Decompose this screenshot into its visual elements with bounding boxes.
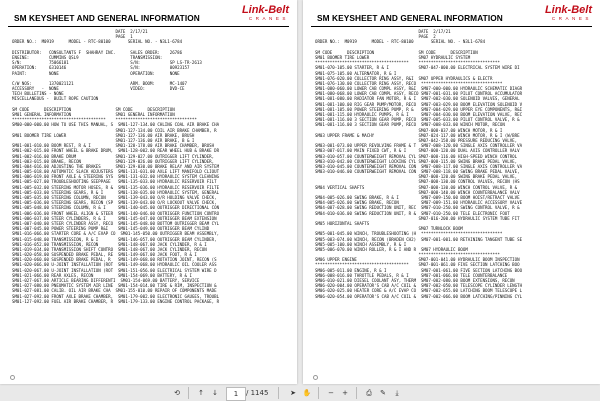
page-header [8, 4, 289, 27]
toolbar-divider [318, 387, 319, 399]
text-line: SM01 BOOMER TIRE LOWER SM01-127-136.00 AIR BRAKE, BRUSH [12, 132, 195, 138]
text-line: SM01-005-032.00 STEERING MOTOR HOSES, R & SM01-135-036.00 HYDRAULIC RESERVOIR FILTE [12, 184, 220, 190]
text-line: SM03-010-045.00 COUNTERWEIGHT REMOVAL CON SM07-008-117.00 SINGLE AXIS CONTROLLER VA [315, 163, 523, 169]
text-line: SM01-027-081.00 CALIB. OIL AIR BRAKE CHA SM01-155-010.00 REPAIR OF COMPONENTS MADE [12, 288, 217, 294]
text-line: SM03-007-017.00 MAIN FIXED CWT, R & I SM07-008-120.00 DUAL AXIS CONTROLLER VALV [315, 148, 520, 154]
text-line: SM01-081-116.00 3 SECTION GEAR PUMP, RECO SM07-005-033.00 PILOT CONTROL VALVE, R & [315, 117, 520, 123]
text-line: SM01-127-136.00 AIR BRAKE, B & I [12, 137, 195, 143]
page-number-input[interactable]: 1 [226, 387, 246, 401]
text-line: SM01-127-092.00 FUEL AIR BRAKE CHAMBER, R SM01-179-133.00 ENGINE CONTROL PACKAGE, R [12, 298, 220, 304]
text-line: SM06-005-011.00 ENGINE, R & I SM07-001-061.00 FIVE SECTION LATCHING BOO [315, 267, 523, 273]
text-line: SM CODE DESCRIPTION SM CODE DESCRIPTION [315, 49, 478, 55]
text-line: SM05-001-045.00 WINCH, TROUBLESHOOTING (H ********************************* [315, 231, 503, 237]
save-icon[interactable]: ⤓ [395, 389, 399, 397]
text-line: SM01 BOOMER TIRE LOWER SM07 HYDRAULIC SYSTEM [315, 54, 471, 60]
toolbar-divider [188, 387, 189, 399]
text-line: SM01-070-105.00 STARTER, R & I SM07-047-000.00 ELECTRICAL SYSTEM WIRE DI [315, 65, 520, 71]
text-line: SM01-006-019.00 FRONT AXLE & STEERING SYS SM01-131-032.00 HYDRAULIC SYSTEM CLEANING [12, 174, 220, 180]
text-line: SM01-127-134.00 COIL AIR BRAKE CHAMBER, R [12, 127, 217, 133]
back-icon[interactable]: ⟲ [174, 389, 180, 397]
text-line: SM03 UPPER FRAME & MACHY SM07-024-117.00 WINCH MOTOR, R & I (W/BRE [315, 132, 520, 138]
viewer-toolbar [0, 386, 600, 401]
text-line: TECH BULLETINS - NONE [12, 91, 64, 97]
text-line: SM03-010-046.00 COUNTERWEIGHT REMOVAL CON SM07-008-118.00 SWING BRAKE PEDAL VALVE, [315, 169, 520, 175]
link-belt-logo: Link-Belt CRANES [241, 4, 289, 21]
text-line: PAGE 2 [315, 34, 436, 40]
page-total: / 1145 [246, 389, 269, 397]
text-line: SM06-008-016.00 THROTTLE PEDALS, R & I SM07-001-066.00 TELE COUNTERBALANCE [315, 272, 508, 278]
text-line: PAINT: NONE OPERATION: NONE [12, 70, 180, 76]
text-line: SM01-081-116.00 3 SECTION GEAR PUMP, RECO SM07-008-033.00 WINCH MOTOR, RECON [315, 122, 505, 128]
text-line: MISCELLANEOUS - BUILT ROPE CAUTION [12, 96, 99, 102]
text-line: SM04-010-036.00 SWING REDUCTION UNIT, R & SM07-010-250.00 TELE ELECTRONIC FOOT [315, 210, 510, 216]
comment-icon[interactable]: ✎ [380, 389, 386, 397]
text-line: SM06 UPPER ENGINE SM07-001-041.00 HYDRAULIC BOOM INSPECTION [315, 257, 520, 263]
text-line: SM01-021-066.00 REAR AXLES, RECON SM01-154-069.00 BATTERY, R & I [12, 272, 192, 278]
toolbar-divider [356, 387, 357, 399]
text-line: SM01-016-066.00 STARTER CORE & A/C EVAP CO SM01-145-050.00 OUTRIGGER BEAM ASSEMBLY, [12, 231, 220, 237]
text-line: SM00-000-000.00 HOW TO USE THIS MANUAL, S SM01-127-134.00 CHLING COAL AIR BRAKE CHA [12, 122, 220, 128]
text-line: SM01-004-016.00 ADJUSTING THE BRAKES SM01-129-030.00 BRAKE RELAY AND AIR SYSTEM [12, 163, 220, 169]
text-line: SM01 GENERAL INFORMATION SM01 GENERAL INFORMATION [12, 112, 175, 117]
text-line: ACCESSORY - NONE VIDEO: DVD-CE [12, 86, 185, 92]
text-line: SM01-081-105.00 POWER STEERING PUMP, R & SM07-004-029.00 UPPER EYE COMPONENTS, R&I [315, 106, 523, 112]
document-title: SM KEYSHEET AND GENERAL INFORMATION [317, 13, 503, 23]
document-page-2 [303, 0, 600, 384]
toolbar-divider [278, 387, 279, 399]
text-line: SM01-080-068.00 LOWER CAB COMPL ASSY, RECO SM07-001-031.00 PILOT CONTROL ACCUMULATOR [315, 91, 523, 97]
text-line: PAGE 1 [12, 34, 133, 40]
text-line: SM01-005-033.00 STEERING GEARS, R & I SM01-138-035.00 HYDRAULIC SYSTEM, GENERAL [12, 189, 220, 195]
page-marker-icon [313, 375, 318, 380]
text-line: SM04 VERTICAL SHAFTS SM07-008-130.00 WINCH CONTROL VALVE, R & [315, 184, 518, 190]
print-icon[interactable]: ⎙ [366, 389, 372, 397]
text-line: OPERATION: 6310146 S/N: 00923157 [12, 65, 190, 71]
text-line: SM04-007-028.00 SWING REDUCTION UNIT, REC SM07-010-250.00 SWING CONTROL VALVE, R & [315, 205, 520, 211]
text-line: SM01-020-067.00 U-JOINT INSTALLATION (ROT SM01-151-056.00 ELECTRICAL SYSTEM WIRE D [12, 267, 217, 273]
text-line: SM01-020-060.00 SUSPENDED BRAKE PEDAL, R SM01-149-068.00 ROTATION JOINT, RECON (S [12, 257, 217, 263]
text-line: ENGINE: CUMMINS QSL9 TRANSMISSION: [12, 54, 163, 60]
text-line: ORDER NO.: M0919 MODEL - RTC-80100 SERIAL NO. - N3L1-6784 [315, 39, 486, 45]
text-line: ************************************** SM07-001-061.00 FIVE SECTION LATCHING BOO [315, 262, 520, 268]
text-line: SM01-081-100.00 RIG GEAR PUMP/MOTOR, RECO SM07-003-029.00 BOOM ELEVATION SOLENOID V [315, 101, 523, 107]
keysheet-text-block [12, 29, 291, 304]
text-line: SM01-027-092.00 FRONT AXLE BRAKE CHAMBER, SM01-179-002.00 ELECTRONIC GAUGES, TROUBL [12, 293, 220, 299]
text-line: SM01-005-018.00 AUTOMATIC SLACK ADJUSTERS SM01-131-031.00 AXLE LIFT MANIFOLD CLIOUT [12, 169, 220, 175]
hand-tool-icon[interactable]: ✋ [302, 389, 312, 397]
text-line: SM05 HORIZONTAL SHAFTS [315, 220, 370, 226]
text-line: SM03-010-042.00 COUNTERWEIGHT LOCKING CYL SM07-008-115.00 SWING BRAKE PEDAL VALVE, [315, 158, 518, 164]
text-line: ************************************** ********************************* [315, 60, 500, 66]
page-marker-icon [10, 375, 15, 380]
text-line: SM01-007-045.00 POWER STEERING PUMP R&I SM01-145-049.00 OUTRIGGER BEAM CYLIND [12, 226, 210, 232]
text-line: SM04-005-026.00 SWING BRAKE, R & I SM07-009-150.00 BOOM HOIST/RETRACT VALVE [315, 195, 520, 200]
text-line: SM01-006-037.00 STEER CYLINDERS, R & I SM01-145-047.00 OUTRIGGER BEAM EXTENSION [12, 215, 217, 221]
text-line: DATE 2/17/21 [12, 29, 148, 34]
text-line: SM05-003-074.00 WINCH, RECON (BRADEN CH2) SM07-001-001.00 RETAINING TANGENT TUBE SE [315, 236, 523, 242]
text-line: SM01-006-036.00 FRONT WHEEL ALIGN & STEER SM01-140-046.00 OUTRIGGER FUNCTION CONTRO [12, 210, 220, 216]
text-line: SM07-008-130.00 CONTROL VALVES, RECON (HS [315, 179, 520, 185]
text-line: SM05-006-070.00 WINCH ROLLER, R & I AND R SM07 HYDRAULIC BOOM [315, 246, 468, 252]
text-line: SM04-005-026.00 SWING BRAKE, RECON SM07-009-151.00 HYDRAULIC ACCESSORY VALVE [315, 200, 523, 206]
text-line: ORDER NO.: M0919 MODEL - RTC-80100 SERIAL NO. - N3L1-6784 [12, 39, 183, 45]
arrow-up-icon[interactable]: ↑ [198, 389, 204, 397]
page-header [311, 4, 592, 27]
text-line: SM01-007-040.00 STEER CYLINDER ASSY, RECO SM01-145-048.00 BOTTOM OUTRIGGER BEAM CYL [12, 220, 220, 226]
text-line: SM07-042-158.00 PRESSURE REDUCING VALVE, [315, 137, 518, 143]
text-line: DISTRIBUTOR: CONSULTANTS F SHAHRAY INC. SALES ORDER: 26786 [12, 49, 183, 55]
cursor-icon[interactable]: ➤ [290, 389, 296, 397]
text-line: SM03-001-073.00 UPPER REVOLVING FRAME & T SM07-008-120.00 SINGLE AXIS CONTROLLER VA [315, 143, 523, 149]
zoom-in-button[interactable]: + [342, 389, 348, 397]
text-line: SM01-081-080.00 RADIATOR FAN MOTOR, R & I SM07-002-030.00 SOLENOID VALVES, GENERAL [315, 96, 520, 102]
keysheet-text-block [315, 29, 594, 299]
document-title: SM KEYSHEET AND GENERAL INFORMATION [14, 13, 200, 23]
text-line: SM07-016-200.00 HYDRAULIC SYSTEM TUBE FIT [315, 215, 520, 221]
text-line: SM06-020-004.00 OPERATOR'S CAB A/C COIL & SM07-002-050.00 TELESCOPE CYLINDER LENGTH [315, 283, 523, 289]
text-line: SM01-075-105.00 ALTERNATOR, R & I [315, 70, 397, 76]
text-line: SM01-020-058.00 SUSPENDED BRAKE PEDAL, RE SM01-149-067.00 JACK FOOT, R & I [12, 252, 197, 258]
text-line: SM01-076-130.00 COLLECTOR RING ASSY, RECO ********************************* [315, 80, 503, 86]
text-line: SM01-002-016.00 BRAKE DRUM SM01-129-027.00 OUTRIGGER LIFT CYLINDER, [12, 153, 215, 159]
text-line: SM05-005-100.00 WINCH ASSEMBLY, R & I [315, 241, 407, 247]
zoom-out-button[interactable]: − [328, 389, 334, 397]
text-line: SM06-020-025.00 HEATER CORE & A/C EVAP CO SM07-002-055.00 LATCHING BOOM TELESCOPE L [315, 288, 523, 294]
text-line: SM01-005-048.00 STEERING COLUMN, R & I SM01-140-045.00 OUTRIGGER DIRECTIONAL CON [12, 205, 220, 211]
text-line: SM03-010-057.00 COUNTERWEIGHT REMOVAL CYL SM07-008-116.00 HIGH-SPEED WINCH CONTROL [315, 153, 518, 159]
text-line: SM07-008-120.00 SWING BRAKE PEDAL VALVE, [315, 174, 518, 180]
text-line: SM01-076-020.00 COLLECTOR RING ASSY, R&I SM07 UPPER HYDRAULICS & ELECTR [315, 75, 493, 81]
text-line: S/N: 75066181 S/N: SP LS-TR-2613 [12, 60, 202, 66]
text-line: SM01-001-010.00 BOOM REST, R & I SM01-128-178.00 AIR BRAKE CHAMBER, BRUSH [12, 143, 215, 149]
text-line: DATE 2/17/21 [315, 29, 451, 34]
document-page-1 [0, 0, 297, 384]
text-line: SM01-005-035.00 STEERING COLUMN, RECON SM01-139-043.00 O/R HOLDING VALVE CHECK, [12, 195, 217, 200]
text-line: SM01-015-048.00 TRANSMISSION, R & I SM01-146-057.00 OUTRIGGER BEAM CYLINDER, [12, 236, 217, 242]
text-line: SM01-016-052.00 TRANSMISSION, RECON SM01-148-067.00 JACK CYLINDER, R & I [12, 241, 207, 247]
text-line: SM01-005-027.00 TROUBLESHOOTING SEEPPAGE SM01-135-033.00 HYDRAULIC RESERVOIR FILT [12, 179, 217, 185]
text-line: ************************************** ********************************* [12, 117, 197, 123]
text-line: SM01-020-066.00 U-JOINT INSTALLATION (ROT SM01-149-068.00 HYDRAULIC OIL COOLER ASS [12, 262, 217, 268]
text-line: SM06-010-021.00 DIESEL COOLANT ASY, THERM SM07-002-080.00 BOOM EXTENSIONS, RECON [315, 278, 515, 283]
text-line: SM CODE DESCRIPTION SM CODE DESCRIPTION [12, 106, 175, 112]
text-line: SM01-002-015.00 FRONT WHEEL & BRAKE DRUM, SM01-128-002.00 REAR WHEEL HUB & BRAKE DR [12, 148, 220, 154]
text-line: ********************************* [315, 252, 500, 258]
text-line: SM01-027-080.00 PNEUMATIC SYSTEM AIR LINE SM01-154-014.00 TIRE & RIM, INSPECTION & [12, 283, 217, 289]
text-line: SM07-008-140.00 WINCH COUNTERBALANCE VALV [315, 189, 520, 195]
text-line: SM01-027-067.00 ARTICLE BEARING DIFFERENTI SM01-154-069.00 BATTERY, SERVICE [12, 278, 200, 283]
text-line: SM07 TURNLOCK BOOM [315, 226, 463, 232]
text-line: SM07-008-037.00 WINCH MOTOR, R & I [315, 127, 503, 133]
link-belt-logo: Link-Belt CRANES [544, 4, 592, 21]
arrow-down-icon[interactable]: ↓ [212, 389, 218, 397]
text-line: SM01-019-034.00 TRANSMISSION SHIFT CONTRO SM01-148-067.00 JACK CYLINDER, RECON [12, 246, 207, 252]
text-line: C/W NOS: 1370021121 ARM. BOOM: MC-1407 [12, 80, 187, 86]
text-line: SM06-020-054.00 OPERATOR'S CAB A/C COIL & SM07-002-066.00 BOOM LATCHING/PINNING CYL [315, 293, 523, 299]
text-line: SM01-005-036.00 STEERING GEARS, RECON (SP SM01-139-043.00 O/R LOCKOUT VALVE CHECK, [12, 200, 217, 206]
text-line: SM01-081-115.00 HYDRAULIC PUMPS, R & I SM07-004-030.00 BOOM ELEVATION VALVE, REC [315, 112, 523, 117]
text-line: SM01-080-060.00 LOWER CAB COMPL ASSY, R&I SM07-000-000.00 HYDRAULIC SCHEMATIC DIAGR [315, 86, 523, 92]
text-line: SM01-003-015.00 BRAKE, RECON SM01-129-026.00 OUTRIGGER LIFT CYLINDER, [12, 158, 215, 164]
